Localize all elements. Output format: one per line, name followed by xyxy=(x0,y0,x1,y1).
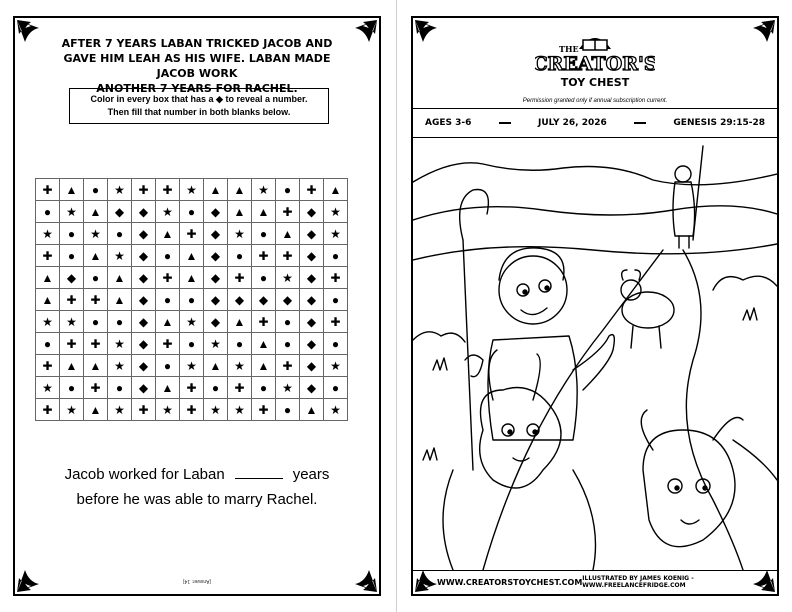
grid-cell[interactable]: ◆ xyxy=(204,311,228,333)
grid-cell[interactable]: ● xyxy=(252,223,276,245)
grid-cell[interactable]: ● xyxy=(36,333,60,355)
grid-cell[interactable]: ★ xyxy=(324,223,348,245)
grid-cell[interactable]: ▲ xyxy=(228,179,252,201)
story-headline xyxy=(45,36,349,96)
grid-row xyxy=(36,179,348,201)
grid-cell[interactable]: ◆ xyxy=(132,289,156,311)
grid-cell[interactable]: ▲ xyxy=(84,245,108,267)
grid-cell[interactable]: ★ xyxy=(204,333,228,355)
grid-cell[interactable]: ★ xyxy=(84,223,108,245)
grid-cell[interactable]: ★ xyxy=(60,311,84,333)
toy-chest-icon xyxy=(581,39,609,50)
sentence-text: years xyxy=(292,466,330,483)
grid-cell[interactable]: ★ xyxy=(180,311,204,333)
permission-note: Permission granted only if annual subscription current. xyxy=(522,98,668,104)
grid-cell[interactable]: ★ xyxy=(324,399,348,421)
grid-cell[interactable]: ★ xyxy=(204,399,228,421)
grid-cell[interactable]: ✚ xyxy=(180,377,204,399)
grid-cell[interactable]: ▲ xyxy=(204,179,228,201)
sheep-small xyxy=(621,270,674,348)
grid-cell[interactable]: ◆ xyxy=(108,201,132,223)
grid-cell[interactable]: ◆ xyxy=(300,333,324,355)
grid-cell[interactable]: ▲ xyxy=(180,245,204,267)
grid-cell[interactable]: ● xyxy=(84,311,108,333)
grid-cell[interactable]: ✚ xyxy=(84,377,108,399)
grid-cell[interactable]: ● xyxy=(252,267,276,289)
grid-cell[interactable]: ● xyxy=(180,333,204,355)
grid-cell[interactable]: ✚ xyxy=(36,399,60,421)
grid-cell[interactable]: ◆ xyxy=(132,245,156,267)
page-footer xyxy=(437,575,753,589)
corner-leaf-icon xyxy=(351,20,377,46)
grid-cell[interactable]: ● xyxy=(108,311,132,333)
grid-cell[interactable]: ▲ xyxy=(60,355,84,377)
grid-cell[interactable]: ✚ xyxy=(300,179,324,201)
grid-cell[interactable]: ✚ xyxy=(180,399,204,421)
grid-cell[interactable]: ● xyxy=(276,333,300,355)
grid-cell[interactable]: ✚ xyxy=(132,399,156,421)
grid-cell[interactable]: ▲ xyxy=(252,355,276,377)
grid-cell[interactable]: ● xyxy=(108,223,132,245)
grid-cell[interactable]: ● xyxy=(60,245,84,267)
rachel-figure xyxy=(673,146,703,248)
lesson-date: JULY 26, 2026 xyxy=(538,118,607,128)
illustrator-credit: ILLUSTRATED BY JAMES KOENIG - WWW.FREELANCEFRIDGE.COM xyxy=(582,575,694,589)
grid-row xyxy=(36,377,348,399)
grid-cell[interactable]: ★ xyxy=(276,377,300,399)
grid-cell[interactable]: ▲ xyxy=(84,399,108,421)
grid-row xyxy=(36,245,348,267)
grid-cell[interactable]: ◆ xyxy=(252,289,276,311)
scripture-reference: GENESIS 29:15-28 xyxy=(673,118,765,128)
grid-cell[interactable]: ● xyxy=(252,377,276,399)
grid-cell[interactable]: ● xyxy=(84,267,108,289)
grid-cell[interactable]: ◆ xyxy=(204,289,228,311)
grid-cell[interactable]: ▲ xyxy=(276,223,300,245)
grid-cell[interactable]: ◆ xyxy=(132,223,156,245)
grid-cell[interactable]: ◆ xyxy=(300,355,324,377)
grid-cell[interactable]: ✚ xyxy=(228,377,252,399)
grid-cell[interactable]: ✚ xyxy=(36,245,60,267)
grid-cell[interactable]: ▲ xyxy=(36,289,60,311)
grid-cell[interactable]: ★ xyxy=(36,377,60,399)
grid-cell[interactable]: ★ xyxy=(108,245,132,267)
grid-cell[interactable]: ▲ xyxy=(252,201,276,223)
grid-cell[interactable]: ★ xyxy=(276,267,300,289)
grid-cell[interactable]: ▲ xyxy=(156,223,180,245)
page-divider xyxy=(396,0,397,612)
grid-cell[interactable]: ★ xyxy=(108,355,132,377)
instructions-text: Then fill that number in both blanks below. xyxy=(107,107,291,117)
grid-cell[interactable]: ◆ xyxy=(132,311,156,333)
grid-cell[interactable]: ★ xyxy=(180,355,204,377)
grid-cell[interactable]: ◆ xyxy=(132,201,156,223)
grid-cell[interactable]: ★ xyxy=(228,399,252,421)
grid-cell[interactable]: ✚ xyxy=(60,333,84,355)
grid-cell[interactable]: ● xyxy=(276,179,300,201)
grid-cell[interactable]: ▲ xyxy=(252,333,276,355)
grid-cell[interactable]: ● xyxy=(84,179,108,201)
coloring-page xyxy=(411,16,779,596)
sheep-front-left xyxy=(443,350,596,570)
grid-cell[interactable]: ● xyxy=(180,289,204,311)
fill-in-sentence xyxy=(15,464,379,483)
grid-cell[interactable]: ● xyxy=(228,333,252,355)
grid-cell[interactable]: ✚ xyxy=(252,311,276,333)
grid-cell[interactable]: ◆ xyxy=(204,223,228,245)
grid-cell[interactable]: ★ xyxy=(36,311,60,333)
grid-cell[interactable]: ▲ xyxy=(108,267,132,289)
coloring-illustration xyxy=(413,140,777,571)
grid-cell[interactable]: ◆ xyxy=(300,311,324,333)
grid-cell[interactable]: ● xyxy=(60,223,84,245)
grid-cell[interactable]: ● xyxy=(324,333,348,355)
grid-cell[interactable]: ✚ xyxy=(84,333,108,355)
instructions-box xyxy=(69,88,329,124)
grid-cell[interactable]: ● xyxy=(60,377,84,399)
grid-cell[interactable]: ▲ xyxy=(36,267,60,289)
grid-cell[interactable]: ◆ xyxy=(300,201,324,223)
grid-cell[interactable]: ◆ xyxy=(60,267,84,289)
sentence-text: Jacob worked for Laban xyxy=(64,466,225,483)
grid-cell[interactable]: ✚ xyxy=(276,245,300,267)
grid-cell[interactable]: ✚ xyxy=(156,333,180,355)
grid-cell[interactable]: ● xyxy=(228,245,252,267)
grid-cell[interactable]: ● xyxy=(156,289,180,311)
creators-toy-chest-logo xyxy=(413,26,777,104)
grid-cell[interactable]: ★ xyxy=(156,201,180,223)
grid-cell[interactable]: ▲ xyxy=(156,377,180,399)
grid-cell[interactable]: ★ xyxy=(108,333,132,355)
grid-row xyxy=(36,201,348,223)
grid-cell[interactable]: ▲ xyxy=(180,267,204,289)
grid-cell[interactable]: ▲ xyxy=(228,311,252,333)
grid-cell[interactable]: ▲ xyxy=(204,355,228,377)
grid-cell[interactable]: ✚ xyxy=(228,267,252,289)
grid-cell[interactable]: ✚ xyxy=(36,179,60,201)
separator-dash xyxy=(499,122,511,124)
grid-cell[interactable]: ★ xyxy=(108,399,132,421)
grid-cell[interactable]: ✚ xyxy=(324,267,348,289)
grid-row xyxy=(36,333,348,355)
grid-cell[interactable]: ▲ xyxy=(84,201,108,223)
lesson-info-bar xyxy=(413,108,777,138)
grid-cell[interactable]: ● xyxy=(108,377,132,399)
instructions-text: Color in every box that has a xyxy=(90,94,214,104)
grid-cell[interactable]: ★ xyxy=(108,179,132,201)
grid-cell[interactable]: ◆ xyxy=(300,267,324,289)
grid-cell[interactable]: ✚ xyxy=(60,289,84,311)
grid-cell[interactable]: ● xyxy=(180,201,204,223)
headline-line: ANOTHER 7 YEARS FOR RACHEL. xyxy=(96,82,298,95)
background-hills xyxy=(413,163,777,185)
grid-cell[interactable]: ◆ xyxy=(204,245,228,267)
answer-blank[interactable] xyxy=(235,464,283,479)
grid-cell[interactable]: ◆ xyxy=(300,223,324,245)
grid-cell[interactable]: ◆ xyxy=(132,377,156,399)
grid-cell[interactable]: ✚ xyxy=(156,179,180,201)
grid-cell[interactable]: ● xyxy=(324,245,348,267)
grid-cell[interactable]: ✚ xyxy=(276,355,300,377)
separator-dash xyxy=(634,122,646,124)
grid-cell[interactable]: ✚ xyxy=(252,245,276,267)
grid-cell[interactable]: ◆ xyxy=(132,267,156,289)
grid-cell[interactable]: ✚ xyxy=(180,223,204,245)
grid-cell[interactable]: ▲ xyxy=(228,201,252,223)
grid-cell[interactable]: ▲ xyxy=(324,179,348,201)
grid-cell[interactable]: ✚ xyxy=(132,179,156,201)
sheep-front-right xyxy=(641,410,777,547)
grid-cell[interactable]: ★ xyxy=(324,355,348,377)
website-link[interactable]: WWW.CREATORSTOYCHEST.COM xyxy=(437,577,583,587)
grid-cell[interactable]: ● xyxy=(204,377,228,399)
grid-row xyxy=(36,289,348,311)
activity-page xyxy=(13,16,381,596)
grid-cell[interactable]: ◆ xyxy=(132,333,156,355)
grid-cell[interactable]: ● xyxy=(324,289,348,311)
grid-cell[interactable]: ◆ xyxy=(204,201,228,223)
grid-cell[interactable]: ▲ xyxy=(108,289,132,311)
headline-line: AFTER 7 YEARS LABAN TRICKED JACOB AND xyxy=(61,37,333,50)
grid-cell[interactable]: ✚ xyxy=(324,311,348,333)
grid-cell[interactable]: ▲ xyxy=(84,355,108,377)
grid-cell[interactable]: ● xyxy=(156,355,180,377)
grid-cell[interactable]: ◆ xyxy=(204,267,228,289)
logo-creators: CREATOR'S xyxy=(535,53,655,75)
grid-cell[interactable]: ● xyxy=(324,377,348,399)
grid-row xyxy=(36,355,348,377)
fill-in-sentence: before he was able to marry Rachel. xyxy=(76,491,318,508)
symbol-grid xyxy=(35,178,348,421)
grid-cell[interactable]: ▲ xyxy=(60,179,84,201)
logo-toy-chest: TOY CHEST xyxy=(560,76,630,89)
grid-cell[interactable]: ◆ xyxy=(228,289,252,311)
grid-row xyxy=(36,223,348,245)
grid-cell[interactable]: ▲ xyxy=(156,311,180,333)
grid-cell[interactable]: ★ xyxy=(252,179,276,201)
grid-cell[interactable]: ◆ xyxy=(300,377,324,399)
grid-cell[interactable]: ● xyxy=(276,399,300,421)
instructions-text: to reveal a number. xyxy=(225,94,308,104)
grid-row xyxy=(36,267,348,289)
headline-line: GAVE HIM LEAH AS HIS WIFE. LABAN MADE JACOB WORK xyxy=(63,52,331,80)
grid-cell[interactable]: ● xyxy=(156,245,180,267)
grid-cell[interactable]: ★ xyxy=(228,223,252,245)
grid-cell[interactable]: ◆ xyxy=(300,245,324,267)
diamond-icon: ◆ xyxy=(216,94,223,104)
grid-cell[interactable]: ★ xyxy=(60,201,84,223)
grid-cell[interactable]: ★ xyxy=(60,399,84,421)
grid-cell[interactable]: ● xyxy=(36,201,60,223)
grid-cell[interactable]: ● xyxy=(276,311,300,333)
grid-row xyxy=(36,311,348,333)
grid-cell[interactable]: ★ xyxy=(36,223,60,245)
grid-cell[interactable]: ★ xyxy=(324,201,348,223)
grid-cell[interactable]: ◆ xyxy=(300,289,324,311)
grid-cell[interactable]: ★ xyxy=(156,399,180,421)
grid-cell[interactable]: ★ xyxy=(180,179,204,201)
grid-cell[interactable]: ✚ xyxy=(84,289,108,311)
grid-cell[interactable]: ★ xyxy=(228,355,252,377)
answer-key: [Answer: 14] xyxy=(183,578,211,584)
grid-cell[interactable]: ◆ xyxy=(132,355,156,377)
logo-the: THE xyxy=(559,44,579,54)
grid-cell[interactable]: ✚ xyxy=(156,267,180,289)
age-range: AGES 3-6 xyxy=(425,118,472,128)
grid-cell[interactable]: ✚ xyxy=(276,201,300,223)
grid-cell[interactable]: ▲ xyxy=(300,399,324,421)
grid-cell[interactable]: ◆ xyxy=(276,289,300,311)
grid-cell[interactable]: ✚ xyxy=(36,355,60,377)
grid-cell[interactable]: ✚ xyxy=(252,399,276,421)
grid-row xyxy=(36,399,348,421)
corner-leaf-icon xyxy=(17,20,43,46)
